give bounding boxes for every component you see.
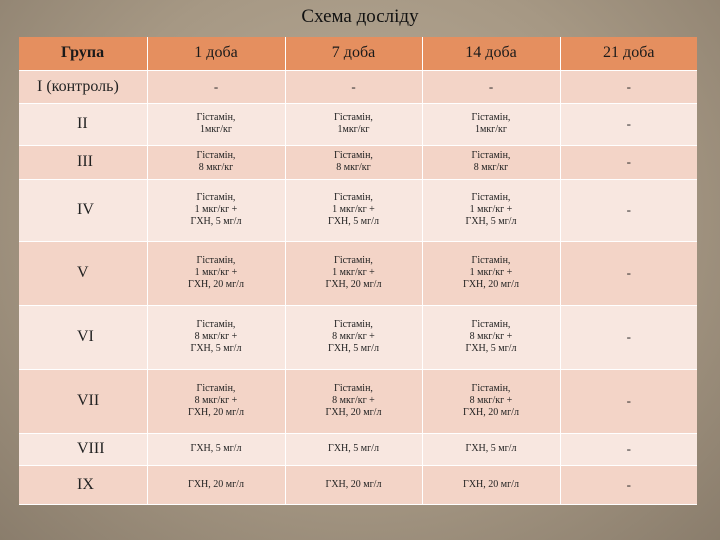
table-header-row	[19, 37, 697, 70]
group-cell: II	[19, 103, 147, 145]
group-cell: VIII	[19, 433, 147, 465]
day-21-cell: -	[560, 433, 697, 465]
day-14-cell: Гістамін, 1мкг/кг	[422, 103, 560, 145]
table-row	[19, 465, 697, 504]
day-21-cell: -	[560, 369, 697, 433]
header-day-7: 7 доба	[285, 37, 422, 70]
day-21-cell: -	[560, 305, 697, 369]
day-7-cell: ГХН, 20 мг/л	[285, 465, 422, 504]
day-14-cell: Гістамін, 1 мкг/кг + ГХН, 20 мг/л	[422, 241, 560, 305]
header-day-1: 1 доба	[147, 37, 285, 70]
table-row	[19, 369, 697, 433]
day-21-cell: -	[560, 241, 697, 305]
group-cell: III	[19, 145, 147, 179]
day-14-cell: Гістамін, 8 мкг/кг	[422, 145, 560, 179]
day-7-cell: Гістамін, 1мкг/кг	[285, 103, 422, 145]
day-1-cell: Гістамін, 8 мкг/кг + ГХН, 5 мг/л	[147, 305, 285, 369]
header-group: Група	[19, 37, 147, 70]
group-cell: І (контроль)	[19, 70, 147, 103]
table-row	[19, 145, 697, 179]
day-7-cell: Гістамін, 8 мкг/кг + ГХН, 5 мг/л	[285, 305, 422, 369]
group-cell: VII	[19, 369, 147, 433]
day-7-cell: Гістамін, 1 мкг/кг + ГХН, 5 мг/л	[285, 179, 422, 241]
day-14-cell: Гістамін, 8 мкг/кг + ГХН, 20 мг/л	[422, 369, 560, 433]
slide-title: Схема досліду	[301, 6, 419, 27]
group-cell: V	[19, 241, 147, 305]
day-1-cell: ГХН, 5 мг/л	[147, 433, 285, 465]
day-14-cell: Гістамін, 1 мкг/кг + ГХН, 5 мг/л	[422, 179, 560, 241]
table-row	[19, 103, 697, 145]
group-cell: VI	[19, 305, 147, 369]
day-1-cell: ГХН, 20 мг/л	[147, 465, 285, 504]
table-row	[19, 241, 697, 305]
day-7-cell: Гістамін, 1 мкг/кг + ГХН, 20 мг/л	[285, 241, 422, 305]
group-cell: IV	[19, 179, 147, 241]
day-21-cell: -	[560, 145, 697, 179]
study-scheme-table	[19, 37, 697, 505]
day-1-cell: Гістамін, 1 мкг/кг + ГХН, 5 мг/л	[147, 179, 285, 241]
day-21-cell: -	[560, 465, 697, 504]
day-21-cell: -	[560, 70, 697, 103]
header-day-21: 21 доба	[560, 37, 697, 70]
table-row	[19, 305, 697, 369]
day-7-cell: Гістамін, 8 мкг/кг + ГХН, 20 мг/л	[285, 369, 422, 433]
day-1-cell: Гістамін, 1 мкг/кг + ГХН, 20 мг/л	[147, 241, 285, 305]
header-day-14: 14 доба	[422, 37, 560, 70]
day-1-cell: Гістамін, 8 мкг/кг + ГХН, 20 мг/л	[147, 369, 285, 433]
day-7-cell: ГХН, 5 мг/л	[285, 433, 422, 465]
table-row	[19, 179, 697, 241]
day-1-cell: -	[147, 70, 285, 103]
day-14-cell: ГХН, 20 мг/л	[422, 465, 560, 504]
table-row	[19, 433, 697, 465]
day-14-cell: Гістамін, 8 мкг/кг + ГХН, 5 мг/л	[422, 305, 560, 369]
table-row	[19, 70, 697, 103]
day-21-cell: -	[560, 103, 697, 145]
day-7-cell: -	[285, 70, 422, 103]
day-21-cell: -	[560, 179, 697, 241]
day-1-cell: Гістамін, 1мкг/кг	[147, 103, 285, 145]
day-7-cell: Гістамін, 8 мкг/кг	[285, 145, 422, 179]
day-14-cell: ГХН, 5 мг/л	[422, 433, 560, 465]
group-cell: IX	[19, 465, 147, 504]
day-1-cell: Гістамін, 8 мкг/кг	[147, 145, 285, 179]
day-14-cell: -	[422, 70, 560, 103]
